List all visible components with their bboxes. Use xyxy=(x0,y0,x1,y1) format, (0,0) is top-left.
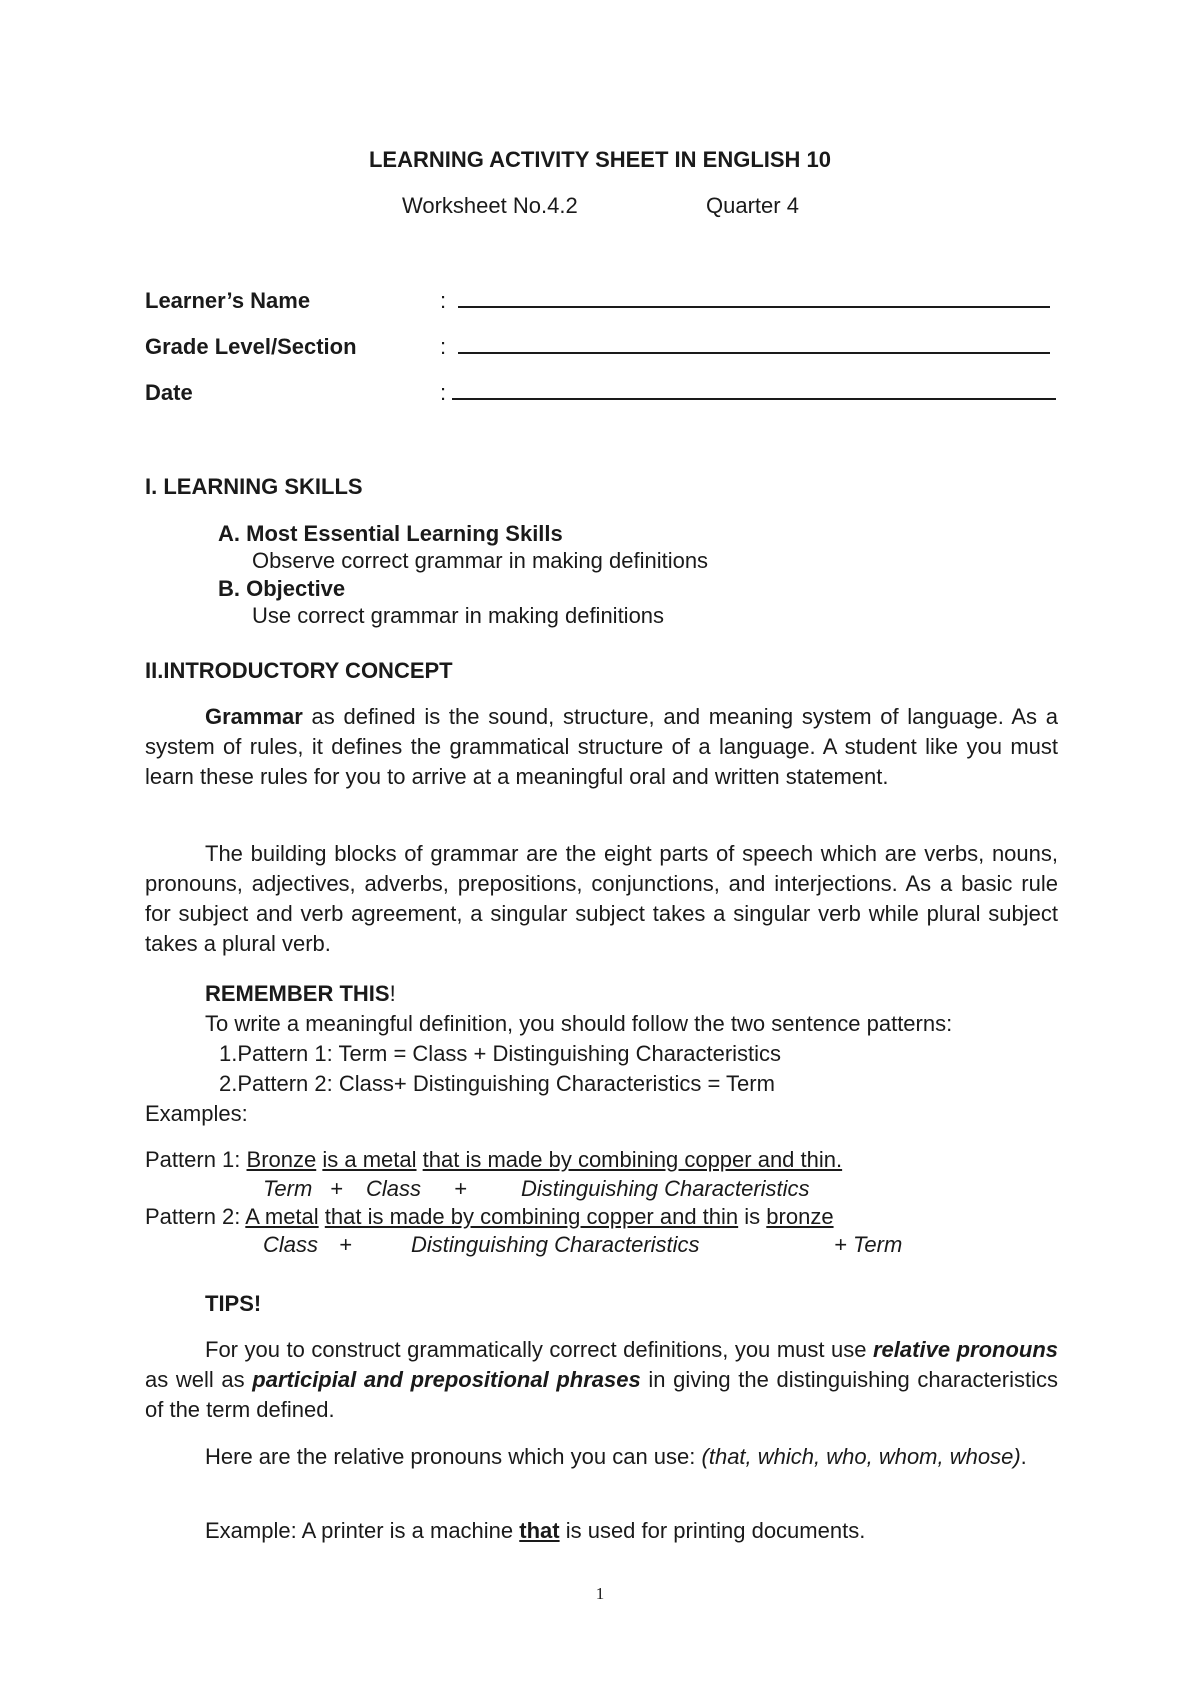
learner-name-field[interactable] xyxy=(440,288,1050,314)
label-plus: + xyxy=(330,1176,343,1201)
examples-label: Examples: xyxy=(145,1101,248,1126)
blank-line xyxy=(452,382,1056,400)
example-distinguishing-characteristics: that is made by combining copper and thin. xyxy=(422,1147,843,1172)
label-distinguishing-characteristics: Distinguishing Characteristics xyxy=(411,1232,700,1257)
printer-example xyxy=(205,1518,865,1544)
page-number: 1 xyxy=(595,1584,605,1603)
label-distinguishing-characteristics: Distinguishing Characteristics xyxy=(521,1176,810,1201)
label-term: Term xyxy=(263,1176,313,1201)
example-is: is xyxy=(738,1204,767,1229)
page-title: LEARNING ACTIVITY SHEET IN ENGLISH 10 xyxy=(368,147,832,172)
label-term: + Term xyxy=(834,1232,903,1257)
label-plus: + xyxy=(339,1232,352,1257)
grammar-definition: as defined is the sound, structure, and meaning system of language. As a system of rules, it defines the grammatical structure of a language. A student like you must learn these rules for you to arrive at a meaningful oral and written statement. xyxy=(145,704,1058,789)
mels-text: Observe correct grammar in making definitions xyxy=(252,548,709,573)
label-class: Class xyxy=(263,1232,319,1257)
colon: : xyxy=(440,334,447,359)
objective-heading: B. Objective xyxy=(218,576,346,601)
pronouns-list: (that, which, who, whom, whose) xyxy=(701,1444,1021,1469)
worksheet-number: Worksheet No.4.2 xyxy=(402,193,578,218)
example-pattern-2 xyxy=(145,1204,834,1230)
tips-text: as well as xyxy=(145,1367,253,1392)
building-blocks-paragraph: The building blocks of grammar are the eight parts of speech which are verbs, nouns, pronouns, adjectives, adverbs, prepositions, conjunctions, and interjections. As a basic rule for subject and verb agreement, a singular subject takes a singular verb while plural subject takes a plural verb. xyxy=(145,841,1058,956)
example-prefix: Pattern 2: xyxy=(145,1204,246,1229)
date-label: Date xyxy=(145,380,193,405)
example-term: bronze xyxy=(766,1204,834,1229)
relative-pronouns-emphasis: relative pronouns xyxy=(873,1337,1059,1362)
colon: : xyxy=(440,380,447,405)
section-introductory-concept-heading: II.INTRODUCTORY CONCEPT xyxy=(145,658,453,683)
section-learning-skills-heading: I. LEARNING SKILLS xyxy=(145,474,363,499)
relative-pronoun-that: that xyxy=(519,1518,560,1543)
quarter-label: Quarter 4 xyxy=(706,193,799,218)
tips-paragraph xyxy=(145,1335,1058,1425)
grade-section-label: Grade Level/Section xyxy=(145,334,357,359)
example-class: A metal xyxy=(245,1204,319,1229)
learner-name-label: Learner’s Name xyxy=(145,288,311,313)
tips-heading: TIPS! xyxy=(205,1291,262,1316)
remember-exclamation: ! xyxy=(389,981,396,1006)
mels-heading: A. Most Essential Learning Skills xyxy=(218,521,563,546)
example-term: Bronze xyxy=(246,1147,317,1172)
remember-bold: REMEMBER THIS xyxy=(205,981,390,1006)
example-text: Example: A printer is a machine xyxy=(205,1518,520,1543)
pattern-1-rule: 1.Pattern 1: Term = Class + Distinguishing Characteristics xyxy=(219,1041,782,1066)
blank-line xyxy=(458,290,1050,308)
blank-line xyxy=(458,336,1050,354)
label-class: Class xyxy=(366,1176,422,1201)
pattern-2-rule: 2.Pattern 2: Class+ Distinguishing Characteristics = Term xyxy=(219,1071,775,1096)
objective-text: Use correct grammar in making definitions xyxy=(252,603,665,628)
grammar-paragraph xyxy=(145,702,1058,792)
grade-section-field[interactable] xyxy=(440,334,1050,360)
pronouns-text: Here are the relative pronouns which you can use: xyxy=(205,1444,702,1469)
tips-text: For you to construct grammatically correct definitions, you must use xyxy=(205,1337,873,1362)
relative-pronouns-paragraph xyxy=(145,1442,1058,1472)
colon: : xyxy=(440,288,447,313)
example-pattern-1 xyxy=(145,1147,842,1173)
date-field[interactable] xyxy=(440,380,1056,406)
tips-text: in giving the distinguishing characteristics of the term defined. xyxy=(145,1367,1059,1422)
phrases-emphasis: participial and prepositional phrases xyxy=(252,1367,641,1392)
remember-text: To write a meaningful definition, you should follow the two sentence patterns: xyxy=(205,1011,953,1036)
example-text: is used for printing documents. xyxy=(559,1518,866,1543)
example-prefix: Pattern 1: xyxy=(145,1147,247,1172)
example-class: is a metal xyxy=(322,1147,417,1172)
label-plus: + xyxy=(454,1176,467,1201)
example-distinguishing-characteristics: that is made by combining copper and thin xyxy=(324,1204,739,1229)
remember-heading xyxy=(205,981,396,1007)
grammar-term: Grammar xyxy=(205,704,303,729)
pronouns-period: . xyxy=(1020,1444,1027,1469)
